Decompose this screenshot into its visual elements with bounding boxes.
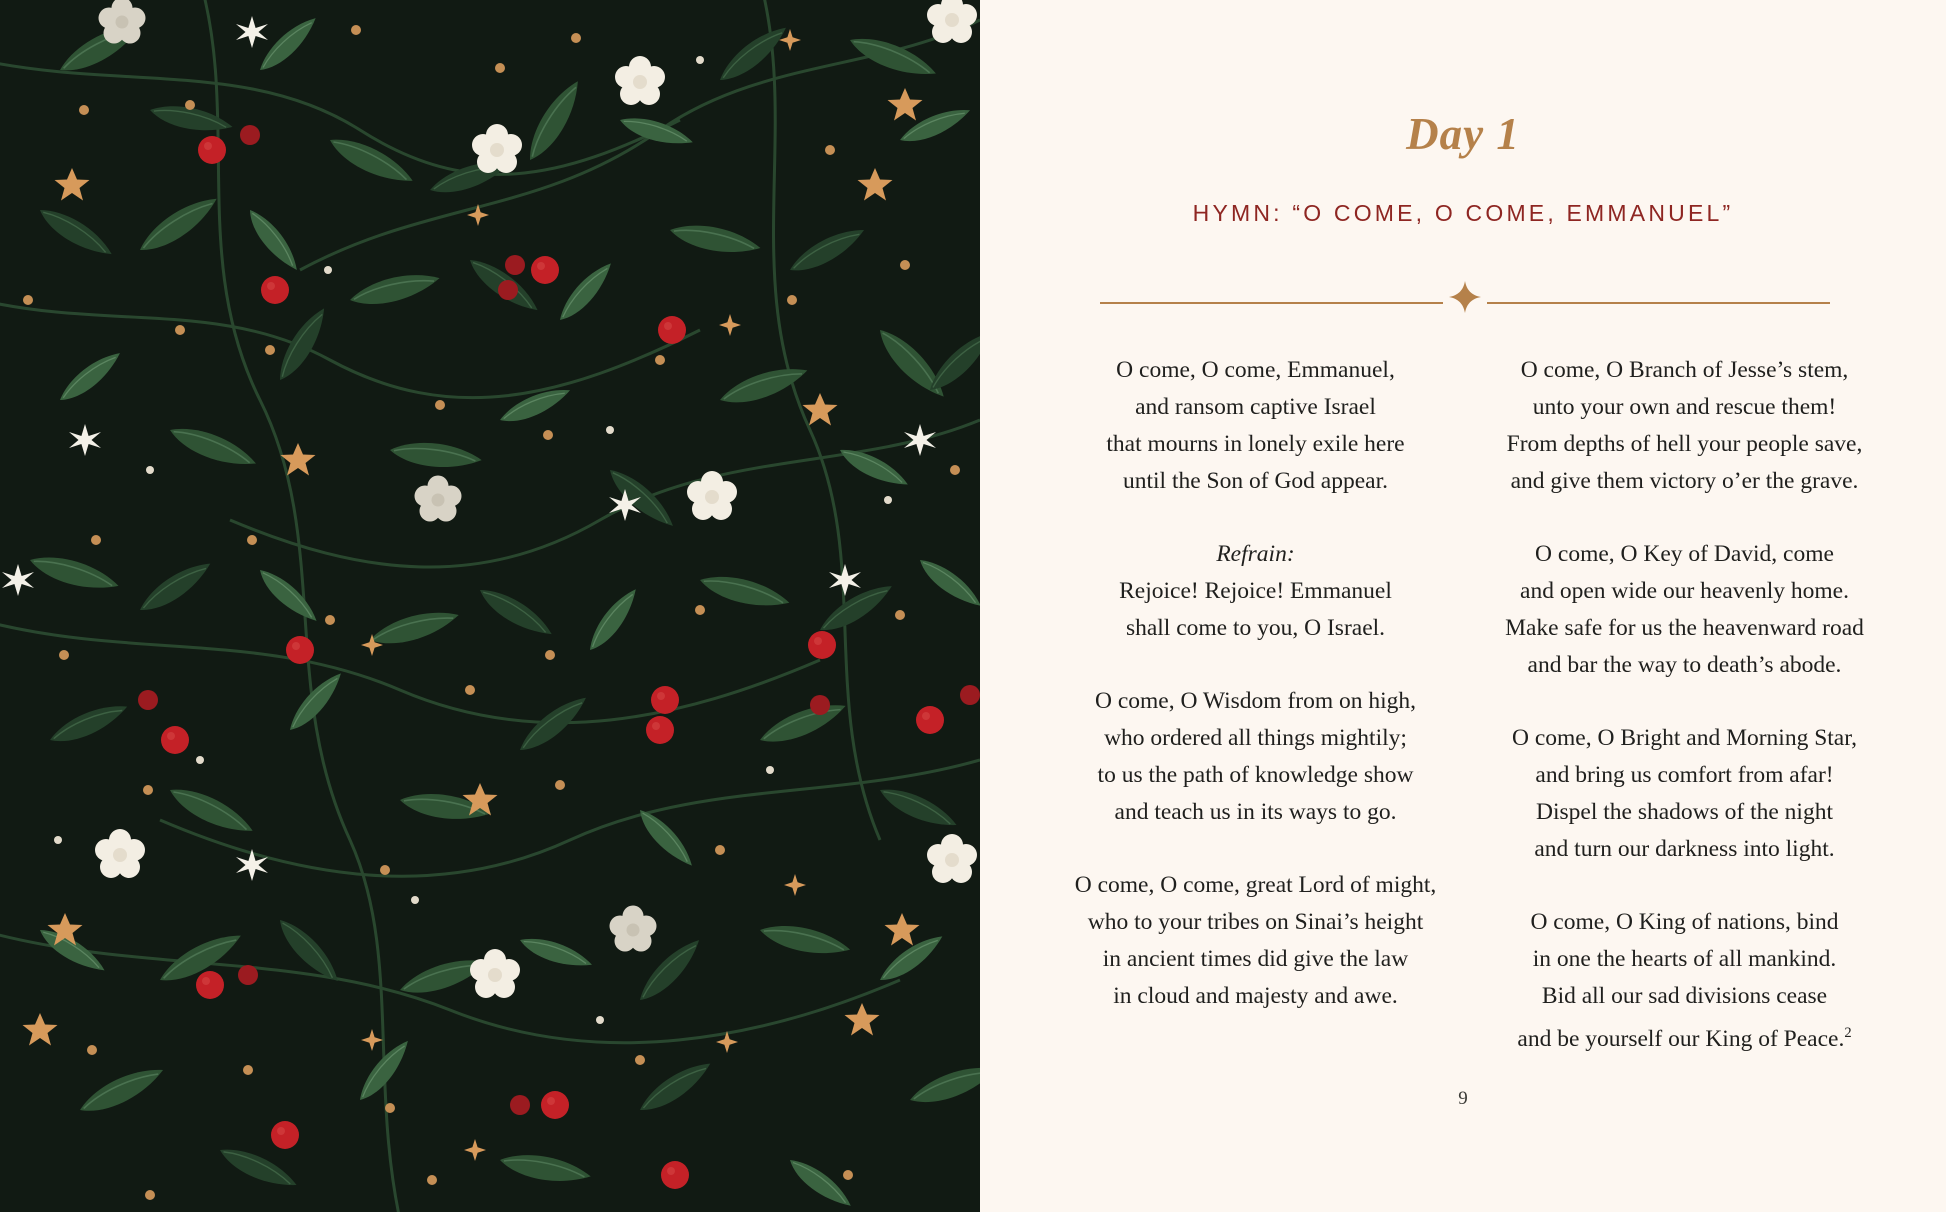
hymn-line: in ancient times did give the law bbox=[1102, 946, 1409, 972]
stanza bbox=[1070, 683, 1441, 831]
hymn-title: HYMN: “O COME, O COME, EMMANUEL” bbox=[1192, 200, 1734, 226]
hymn-line: in cloud and majesty and awe. bbox=[1113, 983, 1398, 1009]
divider-rule-left bbox=[1100, 302, 1443, 304]
stanza bbox=[1070, 352, 1441, 500]
hymn-line: and give them victory o’er the grave. bbox=[1510, 468, 1859, 494]
footnote-marker: 2 bbox=[1844, 1025, 1852, 1041]
hymn-line: and bring us comfort from afar! bbox=[1535, 762, 1834, 788]
hymn-line: and open wide our heavenly home. bbox=[1520, 578, 1849, 604]
right-text-page bbox=[980, 0, 1946, 1212]
hymn-line: O come, O Branch of Jesse’s stem, bbox=[1520, 357, 1849, 383]
hymn-line: O come, O Bright and Morning Star, bbox=[1512, 725, 1857, 751]
stanza bbox=[1499, 720, 1870, 868]
hymn-line-text: and be yourself our King of Peace. bbox=[1517, 1025, 1845, 1052]
hymn-line: O come, O Wisdom from on high, bbox=[1094, 688, 1417, 714]
hymn-line: shall come to you, O Israel. bbox=[1125, 615, 1386, 641]
refrain-label: Refrain: bbox=[1216, 541, 1295, 567]
hymn-line: and teach us in its ways to go. bbox=[1114, 799, 1397, 825]
divider-rule-right bbox=[1487, 302, 1830, 304]
hymn-line: O come, O King of nations, bind bbox=[1530, 909, 1839, 935]
hymn-line: who ordered all things mightily; bbox=[1104, 725, 1407, 751]
page-number: 9 bbox=[1458, 1088, 1468, 1109]
stanza-refrain bbox=[1070, 536, 1441, 647]
hymn-line: to us the path of knowledge show bbox=[1097, 762, 1414, 788]
hymn-line: and turn our darkness into light. bbox=[1534, 836, 1835, 862]
page-title: Day 1 bbox=[1406, 109, 1520, 159]
hymn-line: O come, O Key of David, come bbox=[1535, 541, 1834, 567]
stanza bbox=[1070, 867, 1441, 1015]
hymn-line: Rejoice! Rejoice! Emmanuel bbox=[1119, 578, 1392, 604]
stanza bbox=[1499, 352, 1870, 500]
hymn-line: Dispel the shadows of the night bbox=[1536, 799, 1833, 825]
hymn-line: O come, O come, great Lord of might, bbox=[1074, 872, 1437, 898]
hymn-line: unto your own and rescue them! bbox=[1532, 394, 1837, 420]
stanza bbox=[1499, 536, 1870, 684]
hymn-line-with-footnote bbox=[1499, 1015, 1870, 1058]
hymn-line: that mourns in lonely exile here bbox=[1106, 431, 1405, 457]
hymn-line: who to your tribes on Sinai’s height bbox=[1087, 909, 1424, 935]
hymn-line: Make safe for us the heavenward road bbox=[1505, 615, 1864, 641]
hymn-line: O come, O come, Emmanuel, bbox=[1116, 357, 1395, 383]
hymn-line: From depths of hell your people save, bbox=[1506, 431, 1863, 457]
four-point-star-icon bbox=[1443, 280, 1487, 321]
hymn-columns bbox=[1070, 352, 1870, 1094]
hymn-line: and ransom captive Israel bbox=[1135, 394, 1376, 420]
hymn-line: until the Son of God appear. bbox=[1123, 468, 1388, 494]
hymn-line: and bar the way to death’s abode. bbox=[1527, 652, 1842, 678]
hymn-column-left bbox=[1070, 352, 1441, 1094]
hymn-column-right bbox=[1499, 352, 1870, 1094]
stanza bbox=[1499, 904, 1870, 1058]
hymn-line: in one the hearts of all mankind. bbox=[1532, 946, 1837, 972]
hymn-line: Bid all our sad divisions cease bbox=[1541, 983, 1828, 1009]
section-divider bbox=[1100, 290, 1830, 316]
